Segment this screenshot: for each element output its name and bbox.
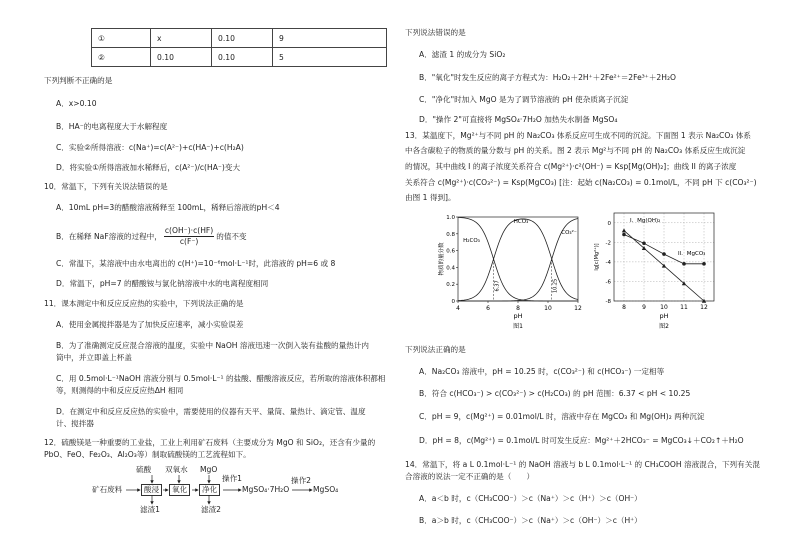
figure-1-species-fraction-chart (438, 205, 598, 337)
series-label: II．MgCO₃ (678, 251, 706, 258)
flow-step-acid-leach: 酸浸 (141, 484, 162, 496)
x-tick-label: 11 (680, 304, 688, 311)
series-line-3 (458, 218, 578, 301)
data-point (642, 242, 646, 246)
series-line-1 (458, 217, 578, 301)
x-axis-label: pH (659, 312, 669, 320)
x-tick-label: 12 (700, 304, 708, 311)
y-tick-label: 0.8 (446, 231, 455, 238)
experiment-table (91, 28, 387, 67)
q13-line3: 的情况，其中曲线 I 的离子浓度关系符合 c(Mg²⁺)·c²(OH⁻) = Ksp[Mg(OH)₂]；曲线 II 的离子浓度 (405, 162, 737, 171)
q12-line2: PbO、FeO、Fe₂O₃、Al₂O₃等）制取硫酸镁的工艺流程如下。 (44, 450, 251, 459)
q9-option-c: C．实验②所得溶液：c(Na⁺)=c(A²⁻)+c(HA⁻)+c(H₂A) (56, 143, 244, 152)
x-tick-label: 10 (544, 305, 552, 312)
series-label: CO₃²⁻ (561, 229, 577, 236)
y-axis-label: 物质的量分数 (439, 242, 445, 276)
q12-option-a: A．滤渣 1 的成分为 SiO₂ (419, 50, 506, 59)
flow-intermediate-product: MgSO₄·7H₂O (242, 485, 290, 494)
y-tick-label: -4 (605, 259, 611, 266)
series-label: H₂CO₃ (463, 238, 480, 245)
y-tick-label: 0.6 (446, 248, 455, 255)
q14-option-a: A．a＜b 时，c（CH₃COO⁻）＞c（Na⁺）＞c（H⁺）＞c（OH⁻） (419, 494, 642, 503)
pka-annotation: 6.37 (494, 280, 501, 292)
q14-line1: 14．常温下，将 a L 0.1mol·L⁻¹ 的 NaOH 溶液与 b L 0.1mol·L⁻¹ 的 CH₃COOH 溶液混合，下列有关混 (405, 460, 760, 469)
q10-stem: 10．常温下，下列有关说法错误的是 (44, 182, 168, 191)
x-tick-label: 8 (516, 305, 520, 312)
flow-operation-1: 操作1 (222, 474, 243, 483)
flow-reagent-sulfuric-acid: 硫酸 (136, 465, 152, 474)
q10-option-b (56, 226, 247, 247)
y-axis-label: lg[c(Mg²⁺)] (594, 243, 600, 271)
table-cell: x (151, 29, 212, 48)
y-tick-label: 0 (451, 299, 455, 305)
data-point (622, 233, 626, 237)
x-tick-label: 6 (486, 305, 490, 312)
q13-prompt: 下列说法正确的是 (405, 345, 466, 354)
x-tick-label: 4 (456, 305, 460, 312)
q11-option-b-line1: B．为了准确测定反应混合溶液的温度，实验中 NaOH 溶液迅速一次倒入装有盐酸的量热计内 (56, 341, 370, 350)
table-cell: 0.10 (151, 48, 212, 67)
q10-option-d: D．常温下，pH=7 的醋酸铵与氯化钠溶液中水的电离程度相同 (56, 279, 269, 288)
plot-frame (458, 217, 578, 301)
series-label: HCO₃⁻ (513, 218, 532, 225)
q11-stem: 11．课本测定中和反应反应热的实验中，下列说法正确的是 (44, 299, 244, 308)
q11-option-a: A．使用金属搅拌器是为了加快反应速率，减小实验误差 (56, 320, 244, 329)
y-tick-label: 0.4 (446, 265, 455, 272)
y-tick-label: -2 (605, 240, 611, 247)
y-tick-label: 0.2 (446, 282, 455, 289)
fraction-denominator: c(F⁻) (179, 237, 199, 246)
flow-residue-1: 滤渣1 (140, 505, 161, 514)
x-tick-label: 9 (642, 304, 646, 311)
q14-option-b: B．a＞b 时，c（CH₃COO⁻）＞c（Na⁺）＞c（OH⁻）＞c（H⁺） (419, 516, 642, 525)
table-cell: ② (92, 48, 151, 67)
flow-reagent-mgo: MgO (200, 465, 218, 474)
q9-option-b: B．HA⁻的电离程度大于水解程度 (56, 122, 168, 131)
series-line-2 (458, 219, 578, 301)
y-tick-label: -8 (605, 299, 611, 305)
q12-prompt: 下列说法错误的是 (405, 28, 466, 37)
q11-option-c-line1: C．用 0.5mol·L⁻¹NaOH 溶液分别与 0.5mol·L⁻¹ 的盐酸、醋酸溶液反应，若所取的溶液体积都相 (56, 374, 386, 383)
q12-line1: 12．硫酸镁是一种重要的工业盐，工业上利用矿石废料（主要成分为 MgO 和 SiO₂，还含有少量的 (44, 438, 376, 447)
q10-option-a: A．10mL pH=3的醋酸溶液稀释至 100mL，稀释后溶液的pH＜4 (56, 203, 280, 212)
data-point (702, 262, 706, 266)
q11-option-b-line2: 筒中，并立即盖上杯盖 (56, 353, 132, 362)
pka-annotation: 10.25 (552, 278, 559, 294)
x-tick-label: 10 (660, 304, 668, 311)
table-cell: 5 (273, 48, 387, 67)
q13-line2: 中各含碳粒子的物质的量分数与 pH 的关系。图 2 表示 Mg²与不同 pH 的 Na₂CO₃ 体系反应生成沉淀 (405, 146, 746, 155)
flow-raw-material: 矿石废料 (92, 485, 123, 494)
fraction-numerator: c(OH⁻)·c(HF) (164, 226, 214, 235)
flow-step-purify: 净化 (199, 484, 220, 496)
x-tick-label: 12 (574, 305, 582, 312)
data-point (622, 228, 626, 232)
chart-title: 图1 (513, 323, 523, 330)
table-cell: 0.10 (212, 29, 273, 48)
series-label: I．Mg(OH)₂ (630, 217, 661, 224)
q9-option-a: A．x>0.10 (56, 99, 97, 108)
table-cell: ① (92, 29, 151, 48)
chart-title: 图2 (659, 323, 669, 330)
q12-option-d: D．"操作 2"可直接将 MgSO₄·7H₂O 加热失水制备 MgSO₄ (419, 115, 618, 124)
q12-option-c: C．"净化"时加入 MgO 是为了调节溶液的 pH 使杂质离子沉淀 (419, 95, 629, 104)
flow-reagent-hydrogen-peroxide: 双氧水 (165, 465, 188, 474)
q14-line2: 合溶液的说法一定不正确的是（ ） (405, 472, 535, 481)
flow-final-product: MgSO₄ (313, 485, 339, 494)
data-point (682, 262, 686, 266)
x-axis-label: pH (513, 312, 523, 320)
y-tick-label: -6 (605, 279, 611, 286)
y-tick-label: 1.0 (446, 215, 455, 221)
flow-residue-2: 滤渣2 (201, 505, 222, 514)
table-row (92, 29, 387, 48)
data-point (662, 252, 666, 256)
table-cell: 9 (273, 29, 387, 48)
q9-prompt: 下列判断不正确的是 (44, 76, 113, 85)
q10-option-c: C．常温下，某溶液中由水电离出的 c(H⁺)=10⁻⁶mol·L⁻¹时，此溶液的 pH=6 或 8 (56, 259, 336, 268)
q13-option-c: C．pH = 9，c(Mg²⁺) = 0.01mol/L 时，溶液中存在 MgCO₃ 和 Mg(OH)₂ 两种沉淀 (419, 412, 705, 421)
q9-option-d: D．将实验①所得溶液加水稀释后，c(A²⁻)/c(HA⁻)变大 (56, 163, 241, 172)
figure-2-mg-concentration-chart (592, 205, 732, 337)
table-row (92, 48, 387, 67)
q13-option-b: B．符合 c(HCO₃⁻) > c(CO₃²⁻) > c(H₂CO₃) 的 pH 范围：6.37 < pH < 10.25 (419, 389, 691, 398)
q13-option-a: A．Na₂CO₃ 溶液中，pH = 10.25 时，c(CO₃²⁻) 和 c(HCO₃⁻) 一定相等 (419, 367, 665, 376)
q11-option-c-line2: 等，则测得的中和反应反应热ΔH 相同 (56, 386, 184, 395)
q10-option-b-pre: B．在稀释 NaF溶液的过程中， (56, 231, 162, 241)
flow-operation-2: 操作2 (291, 476, 312, 485)
q13-option-d: D．pH = 8，c(Mg²⁺) = 0.1mol/L 时可发生反应：Mg²⁺＋2HCO₃⁻ = MgCO₃↓＋CO₂↑＋H₂O (419, 436, 744, 445)
q11-option-d-line2: 计、搅拌器 (56, 419, 94, 428)
table-cell: 0.10 (212, 48, 273, 67)
q12-option-b: B．"氧化"时发生反应的离子方程式为：H₂O₂＋2H⁺＋2Fe²⁺＝2Fe³⁺＋2H₂O (419, 73, 676, 82)
q13-line5: 由图 1 得到]。 (405, 193, 456, 202)
q10-option-b-post: 的值不变 (216, 231, 247, 241)
flow-step-oxidize: 氧化 (169, 484, 190, 496)
x-tick-label: 8 (622, 304, 626, 311)
q11-option-d-line1: D．在测定中和反应反应热的实验中，需要使用的仪器有天平、量筒、量热计、滴定管、温度 (56, 407, 366, 416)
q13-line4: 关系符合 c(Mg²⁺)·c(CO₃²⁻) = Ksp(MgCO₃) [注：起始 c(Na₂CO₃) = 0.1mol/L，不同 pH 下 c(CO₃²⁻) (405, 178, 757, 187)
q13-line1: 13．某温度下，Mg²⁺与不同 pH 的 Na₂CO₃ 体系反应可生成不同的沉淀。下面图 1 表示 Na₂CO₃ 体系 (405, 131, 751, 140)
fraction (164, 226, 214, 247)
y-tick-label: 0 (607, 220, 611, 227)
